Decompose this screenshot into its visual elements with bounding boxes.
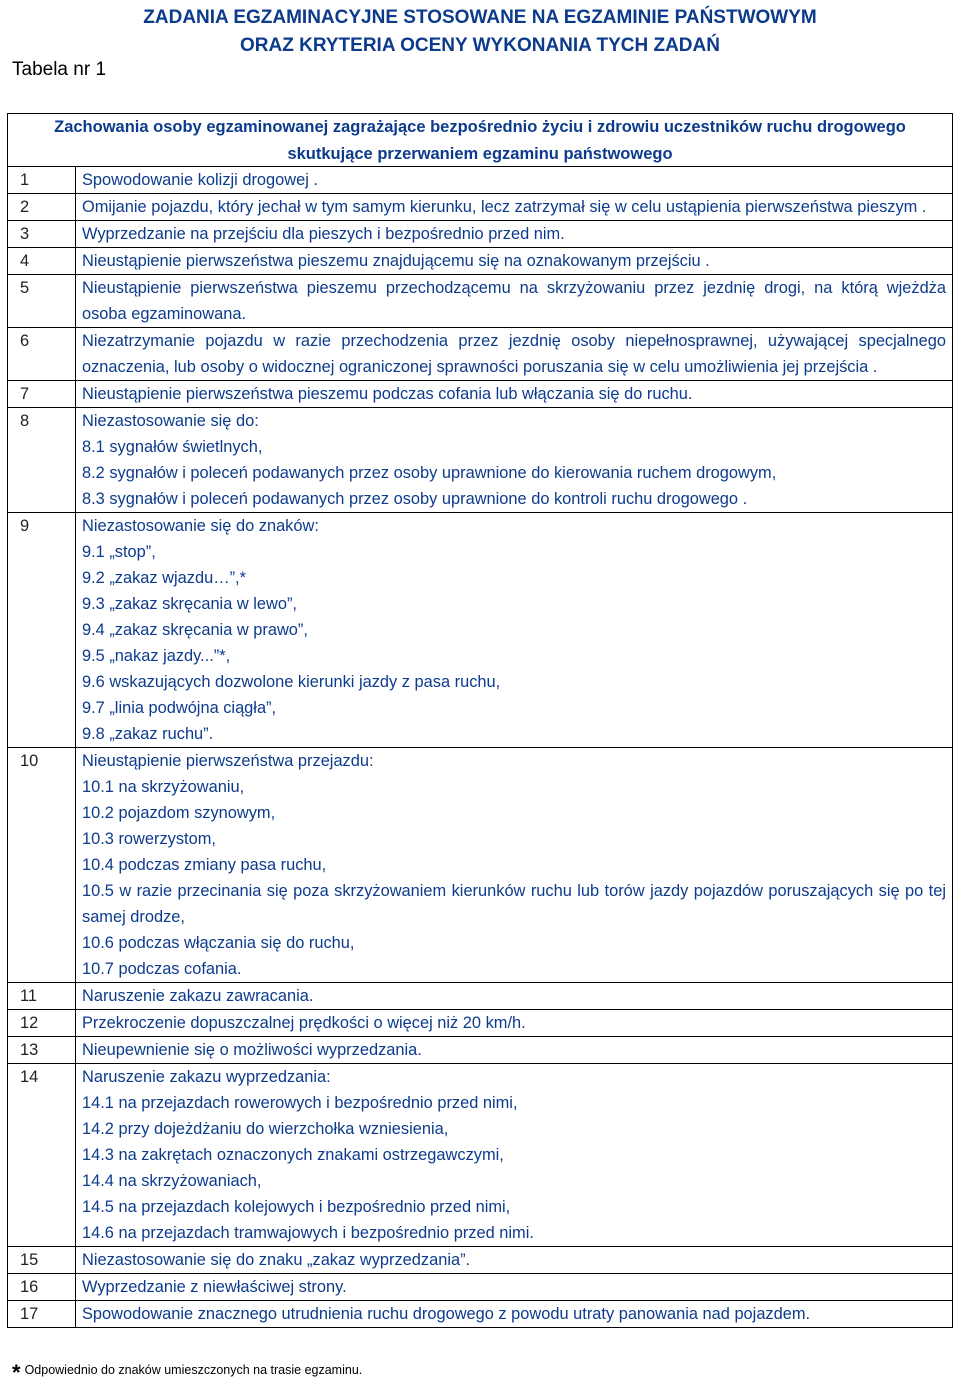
row-text <box>76 1064 953 1247</box>
row-main-text: Naruszenie zakazu wyprzedzania: <box>82 1068 331 1086</box>
row-sub-item: 8.2 sygnałów i poleceń podawanych przez osoby uprawnione do kierowania ruchem drogowym, <box>82 464 777 482</box>
title-line-1: ZADANIA EGZAMINACYJNE STOSOWANE NA EGZAMINIE PAŃSTWOWYM <box>143 7 817 28</box>
row-sub-item: 9.4 „zakaz skręcania w prawo”, <box>82 621 308 639</box>
section-title-line-2: skutkujące przerwaniem egzaminu państwowego <box>287 145 673 163</box>
table-label: Tabela nr 1 <box>12 59 107 80</box>
row-number: 13 <box>8 1037 76 1064</box>
row-number: 12 <box>8 1010 76 1037</box>
row-sub-item: 10.5 w razie przecinania się poza skrzyżowaniem kierunków ruchu lub torów jazdy pojazdów poruszających się po tej samej drodze, <box>82 882 946 926</box>
table-row <box>8 1274 953 1301</box>
row-sub-item: 9.3 „zakaz skręcania w lewo”, <box>82 595 297 613</box>
row-sub-item: 9.8 „zakaz ruchu”. <box>82 725 214 743</box>
rules-table <box>7 166 953 1328</box>
row-text <box>76 408 953 513</box>
table-row <box>8 1037 953 1064</box>
footnote-text: Odpowiednio do znaków umieszczonych na trasie egzaminu. <box>24 1363 363 1377</box>
row-sub-item: 14.1 na przejazdach rowerowych i bezpośrednio przed nimi, <box>82 1094 518 1112</box>
row-sub-item: 10.3 rowerzystom, <box>82 830 216 848</box>
row-text <box>76 983 953 1010</box>
row-number: 6 <box>8 328 76 381</box>
row-main-text: Wyprzedzanie na przejściu dla pieszych i bezpośrednio przed nim. <box>82 225 565 243</box>
table-row <box>8 221 953 248</box>
row-sub-item: 14.4 na skrzyżowaniach, <box>82 1172 262 1190</box>
section-header <box>7 113 953 167</box>
table-row <box>8 194 953 221</box>
row-sub-item: 9.6 wskazujących dozwolone kierunki jazdy z pasa ruchu, <box>82 673 501 691</box>
row-text <box>76 1247 953 1274</box>
row-main-text: Nieupewnienie się o możliwości wyprzedzania. <box>82 1041 422 1059</box>
table-row <box>8 328 953 381</box>
row-text <box>76 167 953 194</box>
row-main-text: Przekroczenie dopuszczalnej prędkości o więcej niż 20 km/h. <box>82 1014 526 1032</box>
row-text <box>76 275 953 328</box>
row-text <box>76 194 953 221</box>
row-number: 4 <box>8 248 76 275</box>
footnote-star: * <box>12 1360 21 1385</box>
row-number: 3 <box>8 221 76 248</box>
row-number: 5 <box>8 275 76 328</box>
row-sub-item: 10.7 podczas cofania. <box>82 960 242 978</box>
row-sub-item: 10.4 podczas zmiany pasa ruchu, <box>82 856 327 874</box>
table-row <box>8 275 953 328</box>
row-number: 14 <box>8 1064 76 1247</box>
row-main-text: Niezastosowanie się do znaku „zakaz wyprzedzania”. <box>82 1251 471 1269</box>
section-title-line-1: Zachowania osoby egzaminowanej zagrażające bezpośrednio życiu i zdrowiu uczestników ruchu drogowego <box>54 118 906 136</box>
row-text <box>76 1301 953 1328</box>
table-row <box>8 1247 953 1274</box>
row-text <box>76 513 953 748</box>
row-main-text: Nieustąpienie pierwszeństwa przejazdu: <box>82 752 374 770</box>
row-number: 11 <box>8 983 76 1010</box>
table-row <box>8 513 953 748</box>
footnote <box>12 1360 362 1386</box>
row-main-text: Nieustąpienie pierwszeństwa pieszemu znajdującemu się na oznakowanym przejściu . <box>82 252 710 270</box>
row-text <box>76 221 953 248</box>
row-main-text: Omijanie pojazdu, który jechał w tym samym kierunku, lecz zatrzymał się w celu ustąpienia pierwszeństwa pieszym . <box>82 198 927 216</box>
row-text <box>76 1037 953 1064</box>
row-sub-item: 14.5 na przejazdach kolejowych i bezpośrednio przed nimi, <box>82 1198 511 1216</box>
row-sub-item: 9.2 „zakaz wjazdu…”,* <box>82 569 246 587</box>
table-row <box>8 1010 953 1037</box>
row-sub-item: 10.1 na skrzyżowaniu, <box>82 778 245 796</box>
row-main-text: Naruszenie zakazu zawracania. <box>82 987 314 1005</box>
table-row <box>8 248 953 275</box>
table-row <box>8 1301 953 1328</box>
row-number: 2 <box>8 194 76 221</box>
row-text <box>76 1010 953 1037</box>
table-row <box>8 983 953 1010</box>
rules-table-body <box>8 167 953 1328</box>
row-text <box>76 1274 953 1301</box>
table-row <box>8 1064 953 1247</box>
document-title <box>120 4 840 60</box>
row-main-text: Wyprzedzanie z niewłaściwej strony. <box>82 1278 347 1296</box>
row-text <box>76 248 953 275</box>
row-main-text: Nieustąpienie pierwszeństwa pieszemu przechodzącemu na skrzyżowaniu przez jezdnię drogi, na którą wjeżdża osoba egzaminowana. <box>82 279 946 323</box>
row-main-text: Spowodowanie znacznego utrudnienia ruchu drogowego z powodu utraty panowania nad pojazdem. <box>82 1305 811 1323</box>
row-main-text: Niezastosowanie się do znaków: <box>82 517 319 535</box>
row-sub-item: 14.6 na przejazdach tramwajowych i bezpośrednio przed nimi. <box>82 1224 534 1242</box>
row-sub-item: 9.5 „nakaz jazdy...”*, <box>82 647 231 665</box>
row-sub-item: 9.7 „linia podwójna ciągła”, <box>82 699 277 717</box>
table-row <box>8 408 953 513</box>
row-sub-item: 10.6 podczas włączania się do ruchu, <box>82 934 355 952</box>
row-sub-item: 10.2 pojazdom szynowym, <box>82 804 276 822</box>
row-sub-item: 8.3 sygnałów i poleceń podawanych przez osoby uprawnione do kontroli ruchu drogowego . <box>82 490 748 508</box>
row-sub-item: 8.1 sygnałów świetlnych, <box>82 438 263 456</box>
row-number: 17 <box>8 1301 76 1328</box>
row-number: 8 <box>8 408 76 513</box>
row-main-text: Spowodowanie kolizji drogowej . <box>82 171 318 189</box>
row-text <box>76 328 953 381</box>
row-number: 15 <box>8 1247 76 1274</box>
row-number: 1 <box>8 167 76 194</box>
row-main-text: Niezastosowanie się do: <box>82 412 259 430</box>
row-sub-item: 14.3 na zakrętach oznaczonych znakami ostrzegawczymi, <box>82 1146 504 1164</box>
title-line-2: ORAZ KRYTERIA OCENY WYKONANIA TYCH ZADAŃ <box>240 35 720 56</box>
table-row <box>8 748 953 983</box>
row-main-text: Niezatrzymanie pojazdu w razie przechodzenia przez jezdnię osoby niepełnosprawnej, używającej specjalnego oznaczenia, lub osoby o widocznej ograniczonej sprawności poruszania się w celu umożliwienia jej przejścia . <box>82 332 946 376</box>
row-number: 7 <box>8 381 76 408</box>
table-row <box>8 381 953 408</box>
row-text <box>76 381 953 408</box>
row-sub-item: 9.1 „stop”, <box>82 543 156 561</box>
row-number: 9 <box>8 513 76 748</box>
row-sub-item: 14.2 przy dojeżdżaniu do wierzchołka wzniesienia, <box>82 1120 449 1138</box>
row-number: 16 <box>8 1274 76 1301</box>
row-main-text: Nieustąpienie pierwszeństwa pieszemu podczas cofania lub włączania się do ruchu. <box>82 385 693 403</box>
row-number: 10 <box>8 748 76 983</box>
table-row <box>8 167 953 194</box>
row-text <box>76 748 953 983</box>
